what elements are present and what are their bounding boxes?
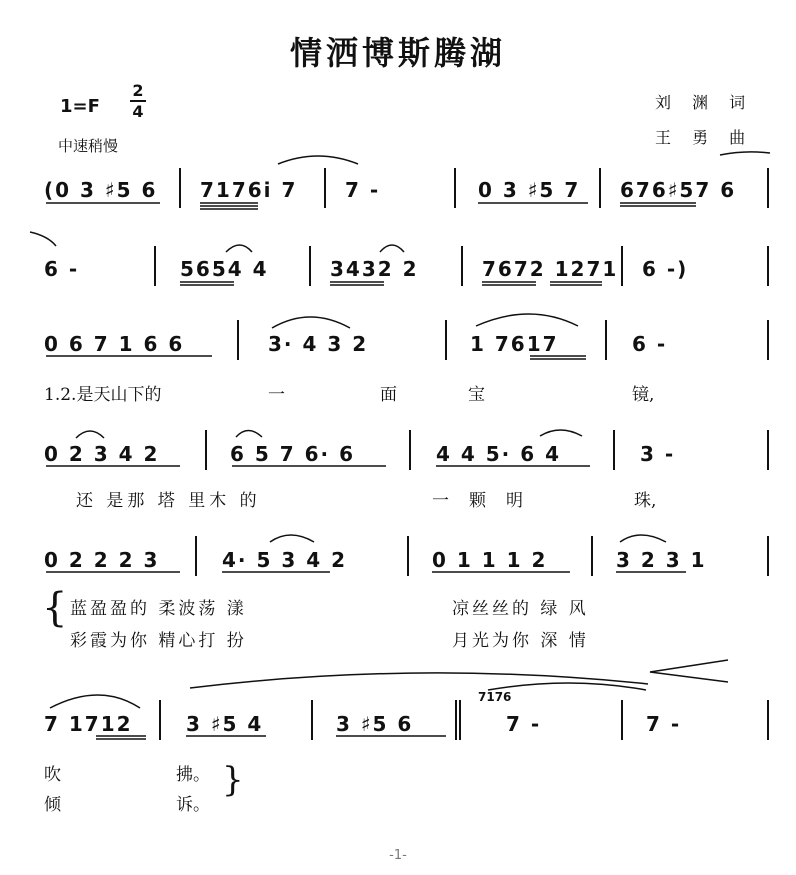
measure: 7 1712 (44, 712, 133, 736)
composer-credit: 王 勇 曲 (655, 128, 754, 147)
measure: 7 - (506, 712, 542, 736)
lyric: 镜, (632, 385, 655, 405)
lyric: 珠, (634, 491, 657, 511)
lyric: 一 (268, 385, 285, 405)
song-title: 情洒博斯腾湖 (289, 34, 506, 72)
lyric: 还 是那 塔 里木 的 (76, 491, 261, 511)
measure: 7 - (345, 178, 381, 202)
measure: 3· 4 3 2 (268, 332, 369, 356)
measure: 7672 1271 (482, 257, 619, 281)
measure: 6 5 7 6· 6 (230, 442, 356, 466)
lyric: 拂。 (176, 765, 210, 785)
measure: 3 ♯5 6 (336, 712, 414, 736)
measure: 7176i 7 (200, 178, 298, 202)
measure: 0 6 7 1 6 6 (44, 332, 185, 356)
lyric: 诉。 (176, 795, 210, 815)
grace-notes: 7176 (478, 690, 512, 704)
measure: 3 2 3 1 (616, 548, 707, 572)
measure: 0 2 3 4 2 (44, 442, 160, 466)
measure: 6 - (44, 257, 80, 281)
lyric: 月光为你 深 情 (452, 631, 589, 651)
measure: 6 -) (642, 257, 689, 281)
lyric: 蓝盈盈的 柔波荡 漾 (70, 599, 247, 619)
lyric: 倾 (44, 795, 61, 815)
lyric: 面 (380, 385, 397, 405)
page-number: -1- (389, 848, 407, 863)
measure: 3 ♯5 4 (186, 712, 264, 736)
measure: 3 - (640, 442, 676, 466)
lyricist-credit: 刘 渊 词 (655, 93, 754, 112)
measure: 3432 2 (330, 257, 419, 281)
lyric: 一颗明 (432, 491, 543, 511)
lyric: 1.2.是天山下的 (44, 385, 162, 405)
key-signature: 1=F (60, 96, 100, 117)
lyric: 吹 (44, 765, 61, 785)
verse-brace: { (42, 585, 68, 631)
measure: (0 3 ♯5 6 (44, 178, 158, 202)
measure: 1 7617 (470, 332, 559, 356)
measure: 0 1 1 1 2 (432, 548, 548, 572)
measure: 4· 5 3 4 2 (222, 548, 348, 572)
time-top: 2 (132, 81, 144, 100)
measure: 0 3 ♯5 7 (478, 178, 581, 202)
tempo-marking: 中速稍慢 (58, 137, 119, 155)
lyric: 凉丝丝的 绿 风 (452, 599, 589, 619)
verse-brace-close: } (222, 760, 244, 800)
measure: 4 4 5· 6 4 (436, 442, 562, 466)
lyric: 彩霞为你 精心打 扮 (70, 631, 247, 651)
measure: 6 - (632, 332, 668, 356)
measure: 676♯57 6 (620, 178, 737, 202)
measure: 7 - (646, 712, 682, 736)
measure: 5654 4 (180, 257, 269, 281)
time-bottom: 4 (132, 102, 144, 121)
measure: 0 2 2 2 3 (44, 548, 160, 572)
lyric: 宝 (468, 385, 485, 405)
